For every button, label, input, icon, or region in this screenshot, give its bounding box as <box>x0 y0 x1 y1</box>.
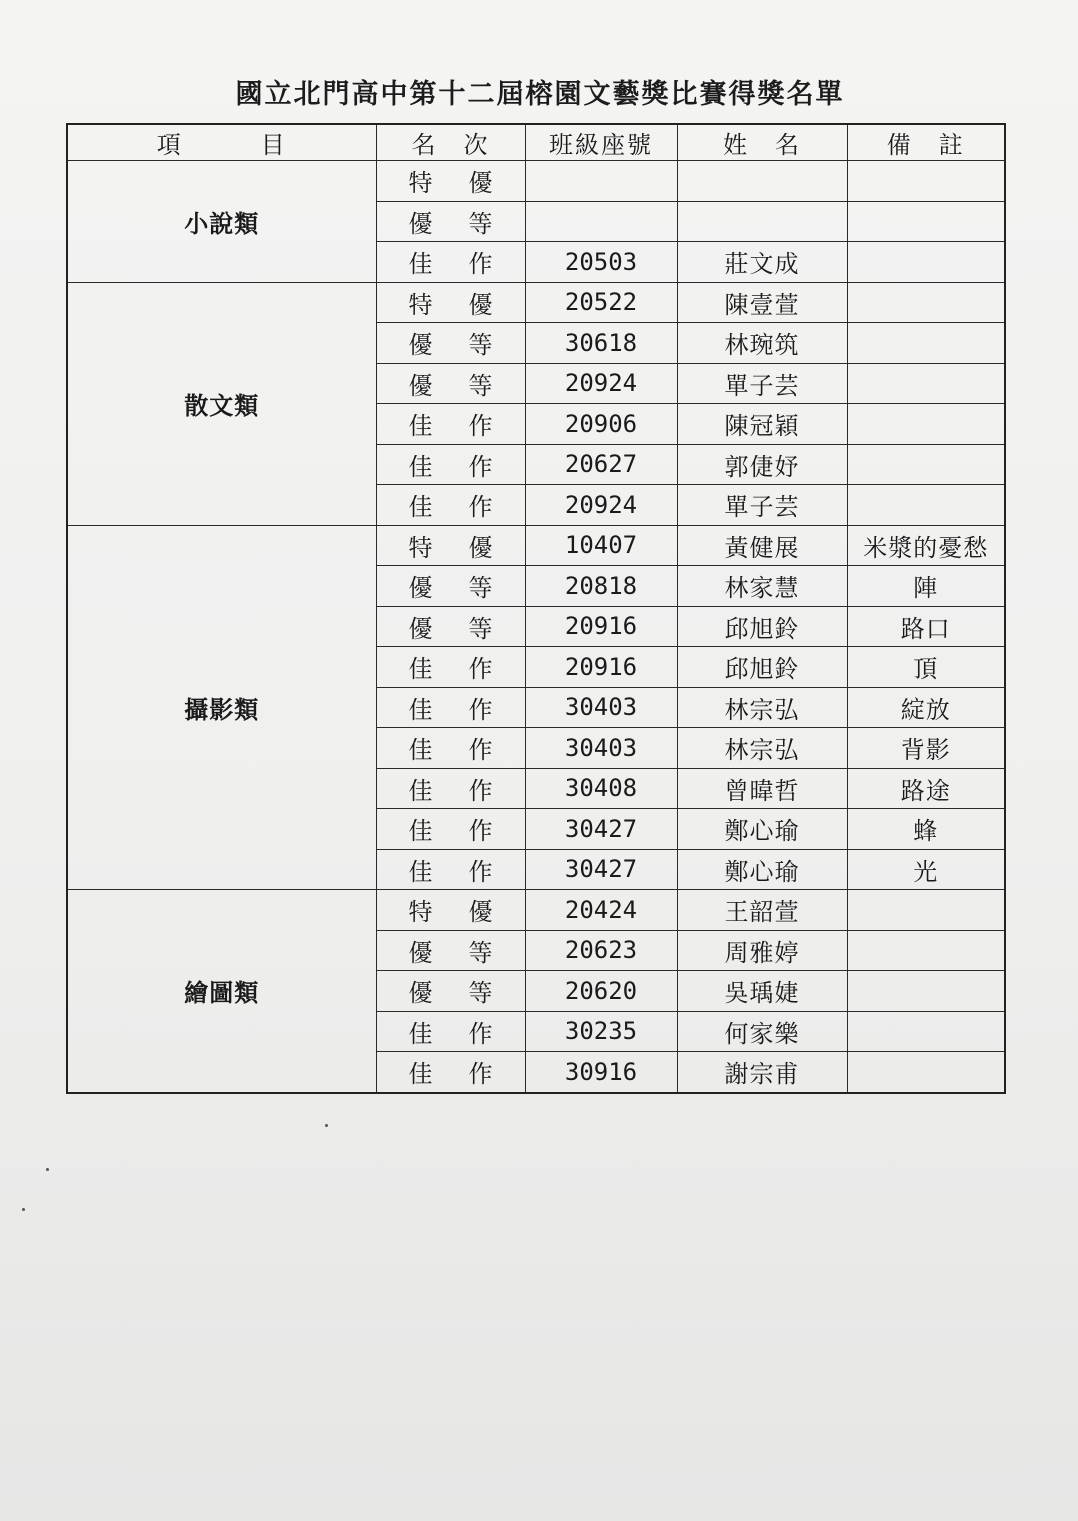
rank-cell <box>376 363 525 404</box>
student-name-cell <box>677 201 847 242</box>
note-cell <box>847 485 1005 526</box>
seat-number-cell: 20627 <box>525 444 677 485</box>
seat-number-cell: 30403 <box>525 728 677 769</box>
student-name-cell: 單子芸 <box>677 485 847 526</box>
seat-number-cell: 20818 <box>525 566 677 607</box>
rank-char: 特 <box>408 533 433 562</box>
rank-char: 作 <box>468 857 493 886</box>
student-name-cell: 王韶萱 <box>677 890 847 931</box>
student-name-cell: 黃健展 <box>677 525 847 566</box>
header-note: 備 註 <box>847 124 1005 161</box>
rank-char: 等 <box>468 574 493 603</box>
rank-char: 佳 <box>408 1019 433 1048</box>
note-cell: 米漿的憂愁 <box>847 525 1005 566</box>
student-name-cell: 鄭心瑜 <box>677 849 847 890</box>
rank-cell <box>376 404 525 445</box>
page-title: 國立北門高中第十二屆榕園文藝獎比賽得獎名單 <box>235 79 845 110</box>
note-cell: 蜂 <box>847 809 1005 850</box>
category-cell: 散文類 <box>67 282 376 525</box>
rank-cell <box>376 323 525 364</box>
rank-char: 作 <box>468 776 493 805</box>
rank-char: 優 <box>408 209 433 238</box>
table-row <box>67 890 1005 931</box>
rank-char: 優 <box>468 169 493 198</box>
rank-char: 佳 <box>408 776 433 805</box>
student-name-cell: 林宗弘 <box>677 728 847 769</box>
rank-char: 等 <box>468 209 493 238</box>
rank-char: 等 <box>468 938 493 967</box>
student-name-cell: 周雅婷 <box>677 930 847 971</box>
seat-number-cell <box>525 201 677 242</box>
seat-number-cell: 30235 <box>525 1011 677 1052</box>
header-seat: 班級座號 <box>525 124 677 161</box>
seat-number-cell: 20916 <box>525 606 677 647</box>
rank-char: 作 <box>468 817 493 846</box>
student-name-cell: 單子芸 <box>677 363 847 404</box>
seat-number-cell: 30403 <box>525 687 677 728</box>
note-cell: 光 <box>847 849 1005 890</box>
category-cell: 攝影類 <box>67 525 376 890</box>
student-name-cell: 陳冠穎 <box>677 404 847 445</box>
seat-number-cell: 20503 <box>525 242 677 283</box>
header-row <box>67 124 1005 161</box>
student-name-cell: 林家慧 <box>677 566 847 607</box>
rank-cell <box>376 1052 525 1093</box>
table-row <box>67 282 1005 323</box>
rank-cell <box>376 444 525 485</box>
header-name: 姓 名 <box>677 124 847 161</box>
seat-number-cell: 20924 <box>525 485 677 526</box>
rank-cell <box>376 282 525 323</box>
note-cell <box>847 971 1005 1012</box>
rank-char: 作 <box>468 493 493 522</box>
rank-char: 佳 <box>408 1060 433 1089</box>
rank-cell <box>376 768 525 809</box>
rank-cell <box>376 930 525 971</box>
rank-char: 優 <box>408 979 433 1008</box>
note-cell: 路口 <box>847 606 1005 647</box>
rank-char: 作 <box>468 1019 493 1048</box>
seat-number-cell: 20916 <box>525 647 677 688</box>
table-body <box>67 161 1005 1093</box>
rank-char: 作 <box>468 452 493 481</box>
category-cell: 繪圖類 <box>67 890 376 1093</box>
table-row <box>67 161 1005 202</box>
rank-char: 等 <box>468 979 493 1008</box>
seat-number-cell: 30427 <box>525 809 677 850</box>
note-cell: 綻放 <box>847 687 1005 728</box>
category-cell: 小說類 <box>67 161 376 283</box>
rank-char: 作 <box>468 250 493 279</box>
rank-cell <box>376 201 525 242</box>
student-name-cell <box>677 161 847 202</box>
rank-cell <box>376 242 525 283</box>
rank-cell <box>376 809 525 850</box>
seat-number-cell: 10407 <box>525 525 677 566</box>
rank-cell <box>376 525 525 566</box>
header-category: 項 目 <box>67 124 376 161</box>
student-name-cell: 謝宗甫 <box>677 1052 847 1093</box>
seat-number-cell: 20620 <box>525 971 677 1012</box>
note-cell <box>847 444 1005 485</box>
rank-char: 特 <box>408 169 433 198</box>
note-cell: 陣 <box>847 566 1005 607</box>
student-name-cell: 莊文成 <box>677 242 847 283</box>
rank-char: 優 <box>468 533 493 562</box>
student-name-cell: 郭倢妤 <box>677 444 847 485</box>
rank-cell <box>376 849 525 890</box>
rank-char: 優 <box>468 290 493 319</box>
note-cell <box>847 1052 1005 1093</box>
rank-char: 佳 <box>408 250 433 279</box>
rank-char: 作 <box>468 412 493 441</box>
note-cell <box>847 404 1005 445</box>
seat-number-cell: 20924 <box>525 363 677 404</box>
note-cell <box>847 930 1005 971</box>
header-rank: 名 次 <box>376 124 525 161</box>
rank-char: 佳 <box>408 857 433 886</box>
seat-number-cell: 30618 <box>525 323 677 364</box>
rank-char: 佳 <box>408 695 433 724</box>
rank-cell <box>376 161 525 202</box>
student-name-cell: 曾暐哲 <box>677 768 847 809</box>
rank-char: 優 <box>408 371 433 400</box>
student-name-cell: 鄭心瑜 <box>677 809 847 850</box>
seat-number-cell: 20906 <box>525 404 677 445</box>
seat-number-cell: 30408 <box>525 768 677 809</box>
seat-number-cell: 30427 <box>525 849 677 890</box>
rank-char: 佳 <box>408 655 433 684</box>
awards-table <box>66 123 1006 1094</box>
rank-char: 佳 <box>408 817 433 846</box>
seat-number-cell <box>525 161 677 202</box>
note-cell: 背影 <box>847 728 1005 769</box>
note-cell <box>847 282 1005 323</box>
rank-char: 特 <box>408 290 433 319</box>
rank-cell <box>376 971 525 1012</box>
rank-char: 作 <box>468 1060 493 1089</box>
rank-char: 等 <box>468 614 493 643</box>
seat-number-cell: 20522 <box>525 282 677 323</box>
student-name-cell: 林琬筑 <box>677 323 847 364</box>
rank-char: 優 <box>408 574 433 603</box>
rank-cell <box>376 485 525 526</box>
rank-char: 作 <box>468 655 493 684</box>
note-cell <box>847 201 1005 242</box>
student-name-cell: 邱旭鈴 <box>677 647 847 688</box>
student-name-cell: 林宗弘 <box>677 687 847 728</box>
seat-number-cell: 20424 <box>525 890 677 931</box>
rank-cell <box>376 687 525 728</box>
note-cell <box>847 323 1005 364</box>
rank-cell <box>376 890 525 931</box>
student-name-cell: 吳瑀婕 <box>677 971 847 1012</box>
table-row <box>67 525 1005 566</box>
rank-cell <box>376 728 525 769</box>
rank-char: 等 <box>468 371 493 400</box>
note-cell <box>847 161 1005 202</box>
rank-char: 佳 <box>408 736 433 765</box>
note-cell: 頂 <box>847 647 1005 688</box>
rank-char: 佳 <box>408 412 433 441</box>
seat-number-cell: 30916 <box>525 1052 677 1093</box>
rank-cell <box>376 1011 525 1052</box>
paper-speck <box>46 1168 49 1171</box>
rank-char: 優 <box>468 898 493 927</box>
rank-char: 佳 <box>408 493 433 522</box>
rank-char: 作 <box>468 695 493 724</box>
rank-char: 佳 <box>408 452 433 481</box>
rank-cell <box>376 606 525 647</box>
rank-char: 特 <box>408 898 433 927</box>
student-name-cell: 陳壹萱 <box>677 282 847 323</box>
student-name-cell: 何家樂 <box>677 1011 847 1052</box>
note-cell: 路途 <box>847 768 1005 809</box>
student-name-cell: 邱旭鈴 <box>677 606 847 647</box>
rank-char: 優 <box>408 938 433 967</box>
rank-cell <box>376 647 525 688</box>
seat-number-cell: 20623 <box>525 930 677 971</box>
note-cell <box>847 1011 1005 1052</box>
note-cell <box>847 242 1005 283</box>
rank-cell <box>376 566 525 607</box>
rank-char: 優 <box>408 614 433 643</box>
paper-speck <box>22 1208 25 1211</box>
rank-char: 作 <box>468 736 493 765</box>
note-cell <box>847 890 1005 931</box>
rank-char: 等 <box>468 331 493 360</box>
rank-char: 優 <box>408 331 433 360</box>
note-cell <box>847 363 1005 404</box>
paper-speck <box>325 1124 328 1127</box>
